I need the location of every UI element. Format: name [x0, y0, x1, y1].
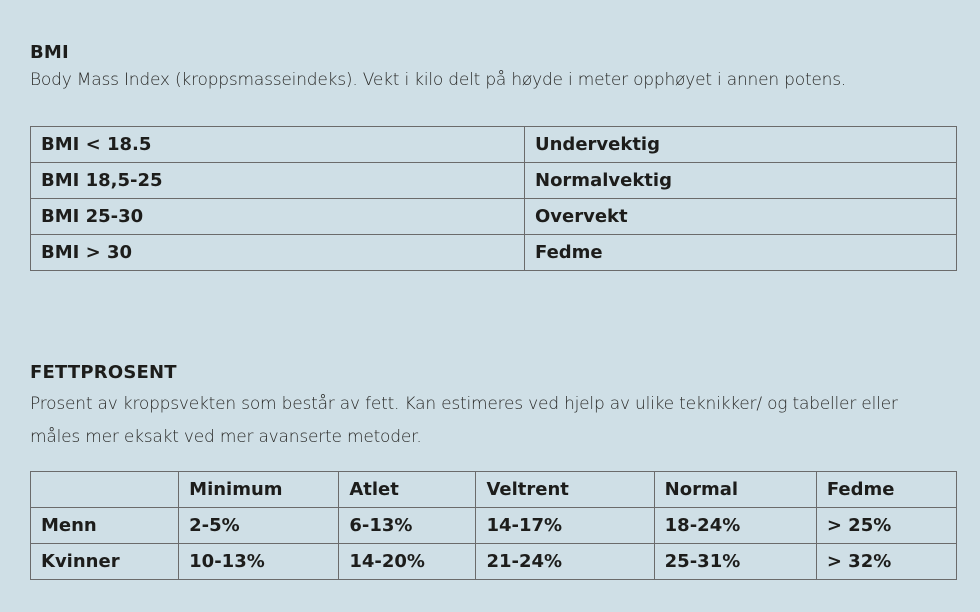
table-row	[31, 544, 957, 580]
table-row	[31, 163, 957, 199]
header-cell-veltrent: Veltrent	[476, 472, 654, 508]
bmi-title: BMI	[30, 42, 69, 63]
table-row	[31, 235, 957, 271]
bmi-category-cell: Fedme	[525, 235, 957, 271]
value-cell: 21-24%	[476, 544, 654, 580]
bmi-section	[30, 42, 957, 97]
bmi-category-cell: Overvekt	[525, 199, 957, 235]
fat-description-line1: Prosent av kroppsvekten som består av fett. Kan estimeres ved hjelp av ulike teknikker/ og tabeller eller	[30, 394, 898, 414]
bmi-table	[30, 126, 957, 271]
bmi-range-cell: BMI > 30	[31, 235, 525, 271]
value-cell: > 25%	[816, 508, 956, 544]
value-cell: 14-20%	[339, 544, 476, 580]
header-cell-empty	[31, 472, 179, 508]
value-cell: 2-5%	[179, 508, 339, 544]
bmi-range-cell: BMI < 18.5	[31, 127, 525, 163]
value-cell: 10-13%	[179, 544, 339, 580]
fat-table	[30, 471, 957, 580]
bmi-range-cell: BMI 18,5-25	[31, 163, 525, 199]
bmi-category-cell: Normalvektig	[525, 163, 957, 199]
row-label-cell: Kvinner	[31, 544, 179, 580]
value-cell: 6-13%	[339, 508, 476, 544]
fat-section	[30, 362, 957, 454]
header-cell-normal: Normal	[654, 472, 816, 508]
bmi-category-cell: Undervektig	[525, 127, 957, 163]
header-cell-fedme: Fedme	[816, 472, 956, 508]
value-cell: 25-31%	[654, 544, 816, 580]
value-cell: > 32%	[816, 544, 956, 580]
fat-title: FETTPROSENT	[30, 362, 177, 383]
table-row	[31, 508, 957, 544]
header-cell-atlet: Atlet	[339, 472, 476, 508]
value-cell: 14-17%	[476, 508, 654, 544]
row-label-cell: Menn	[31, 508, 179, 544]
bmi-range-cell: BMI 25-30	[31, 199, 525, 235]
table-row	[31, 199, 957, 235]
bmi-description: Body Mass Index (kroppsmasseindeks). Vekt i kilo delt på høyde i meter opphøyet i annen potens.	[30, 70, 847, 90]
value-cell: 18-24%	[654, 508, 816, 544]
header-cell-minimum: Minimum	[179, 472, 339, 508]
table-header-row	[31, 472, 957, 508]
fat-description-line2: måles mer eksakt ved mer avanserte metoder.	[30, 427, 422, 447]
table-row	[31, 127, 957, 163]
